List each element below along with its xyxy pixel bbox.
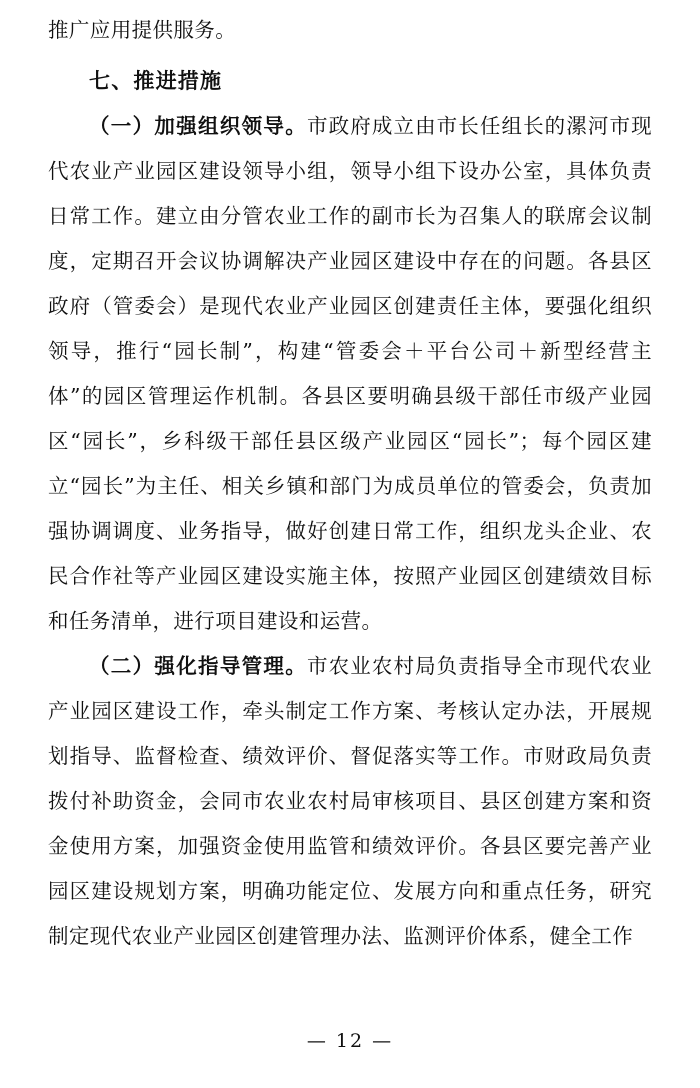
paragraph-two — [48, 644, 652, 959]
page-number: — 12 — — [306, 1030, 394, 1052]
paragraph-two-lead: （二）强化指导管理。 — [89, 654, 308, 678]
section-heading: 七、推进措施 — [89, 69, 223, 93]
paragraph-one-lead: （一）加强组织领导。 — [89, 114, 308, 138]
paragraph-one-body: 市政府成立由市长任组长的漯河市现代农业产业园区建设领导小组，领导小组下设办公室，具体负责日常工作。建立由分管农业工作的副市长为召集人的联席会议制度，定期召开会议协调解决产业园区建设中存在的问题。各县区政府（管委会）是现代农业产业园区创建责任主体，要强化组织领导，推行“园长制”，构建“管委会＋平台公司＋新型经营主体”的园区管理运作机制。各县区要明确县级干部任市级产业园区“园长”，乡科级干部任县区级产业园区“园长”；每个园区建立“园长”为主任、相关乡镇和部门为成员单位的管委会，负责加强协调调度、业务指导，做好创建日常工作，组织龙头企业、农民合作社等产业园区建设实施主体，按照产业园区创建绩效目标和任务清单，进行项目建设和运营。 — [48, 114, 653, 633]
paragraph-two-body: 市农业农村局负责指导全市现代农业产业园区建设工作，牵头制定工作方案、考核认定办法，开展规划指导、监督检查、绩效评价、督促落实等工作。市财政局负责拨付补助资金，会同市农业农村局审核项目、县区创建方案和资金使用方案，加强资金使用监管和绩效评价。各县区要完善产业园区建设规划方案，明确功能定位、发展方向和重点任务，研究制定现代农业产业园区创建管理办法、监测评价体系，健全工作 — [48, 654, 653, 948]
paragraph-one — [48, 104, 652, 644]
paragraph-continued: 推广应用提供服务。 — [48, 18, 237, 42]
